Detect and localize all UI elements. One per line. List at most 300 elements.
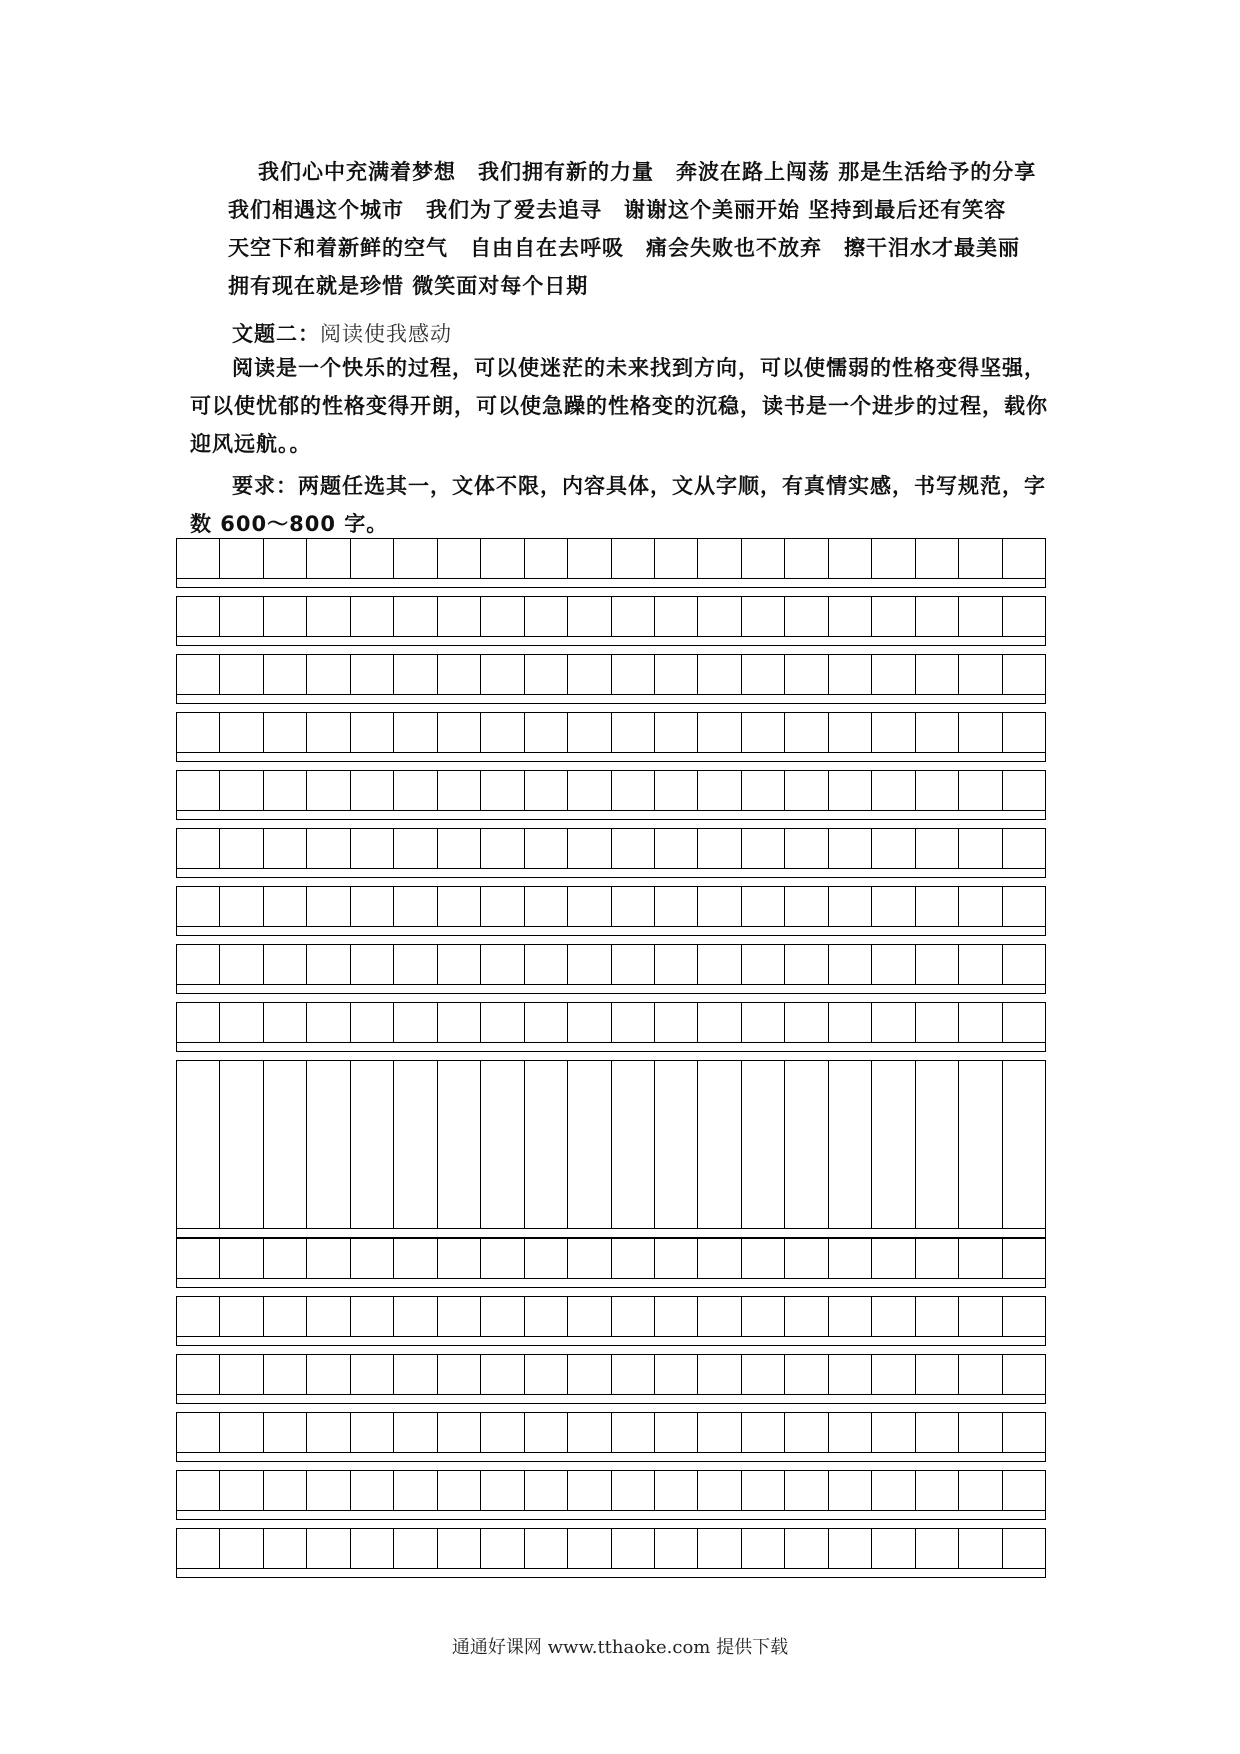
- grid-cell[interactable]: [351, 1529, 394, 1568]
- grid-cell[interactable]: [481, 1355, 524, 1394]
- grid-cell[interactable]: [220, 1061, 263, 1228]
- grid-row[interactable]: [176, 1002, 1046, 1052]
- grid-cell[interactable]: [742, 887, 785, 926]
- grid-cell[interactable]: [916, 1471, 959, 1510]
- grid-cell[interactable]: [220, 945, 263, 984]
- grid-cell[interactable]: [394, 1061, 437, 1228]
- grid-cell[interactable]: [351, 945, 394, 984]
- grid-cell[interactable]: [177, 1413, 220, 1452]
- grid-cell[interactable]: [785, 945, 828, 984]
- grid-row[interactable]: [176, 538, 1046, 588]
- grid-cell[interactable]: [916, 1239, 959, 1278]
- grid-row[interactable]: [176, 770, 1046, 820]
- grid-cell[interactable]: [351, 887, 394, 926]
- grid-cell[interactable]: [698, 829, 741, 868]
- grid-cell[interactable]: [742, 713, 785, 752]
- grid-cell[interactable]: [525, 1239, 568, 1278]
- grid-cell[interactable]: [1003, 1529, 1045, 1568]
- grid-cell[interactable]: [177, 1239, 220, 1278]
- grid-cell[interactable]: [698, 771, 741, 810]
- grid-cell[interactable]: [481, 655, 524, 694]
- grid-cell[interactable]: [959, 887, 1002, 926]
- grid-cell[interactable]: [1003, 1355, 1045, 1394]
- grid-cell[interactable]: [568, 1003, 611, 1042]
- grid-cell[interactable]: [394, 1355, 437, 1394]
- grid-cell[interactable]: [264, 887, 307, 926]
- grid-cell[interactable]: [1003, 1297, 1045, 1336]
- grid-row[interactable]: [176, 1060, 1046, 1238]
- grid-cell[interactable]: [655, 1529, 698, 1568]
- grid-cell[interactable]: [394, 1529, 437, 1568]
- grid-cell[interactable]: [220, 1003, 263, 1042]
- grid-cell[interactable]: [612, 1239, 655, 1278]
- grid-cell[interactable]: [1003, 829, 1045, 868]
- grid-cell[interactable]: [351, 539, 394, 578]
- grid-cell[interactable]: [481, 1413, 524, 1452]
- grid-cell[interactable]: [1003, 1413, 1045, 1452]
- grid-cell[interactable]: [655, 887, 698, 926]
- grid-cell[interactable]: [872, 829, 915, 868]
- grid-cell[interactable]: [220, 1529, 263, 1568]
- grid-cell[interactable]: [394, 1239, 437, 1278]
- grid-cell[interactable]: [612, 597, 655, 636]
- grid-cell[interactable]: [438, 945, 481, 984]
- grid-cell[interactable]: [481, 1061, 524, 1228]
- grid-cell[interactable]: [829, 1355, 872, 1394]
- grid-cell[interactable]: [612, 1297, 655, 1336]
- grid-cell[interactable]: [307, 1239, 350, 1278]
- grid-cell[interactable]: [655, 713, 698, 752]
- grid-cell[interactable]: [481, 887, 524, 926]
- grid-cell[interactable]: [351, 829, 394, 868]
- grid-cell[interactable]: [394, 945, 437, 984]
- grid-cell[interactable]: [220, 829, 263, 868]
- grid-cell[interactable]: [220, 1413, 263, 1452]
- grid-cell[interactable]: [264, 597, 307, 636]
- grid-cell[interactable]: [264, 1239, 307, 1278]
- grid-cell[interactable]: [916, 655, 959, 694]
- grid-cell[interactable]: [655, 539, 698, 578]
- grid-cell[interactable]: [568, 829, 611, 868]
- grid-cell[interactable]: [568, 1239, 611, 1278]
- grid-cell[interactable]: [698, 1413, 741, 1452]
- grid-cell[interactable]: [394, 655, 437, 694]
- grid-cell[interactable]: [785, 1297, 828, 1336]
- grid-row[interactable]: [176, 1296, 1046, 1346]
- grid-cell[interactable]: [220, 1297, 263, 1336]
- grid-cell[interactable]: [525, 539, 568, 578]
- grid-cell[interactable]: [307, 1413, 350, 1452]
- grid-cell[interactable]: [655, 829, 698, 868]
- grid-cell[interactable]: [264, 1413, 307, 1452]
- grid-cell[interactable]: [829, 655, 872, 694]
- grid-row[interactable]: [176, 1470, 1046, 1520]
- grid-cell[interactable]: [525, 829, 568, 868]
- grid-cell[interactable]: [351, 1061, 394, 1228]
- grid-cell[interactable]: [307, 829, 350, 868]
- grid-cell[interactable]: [872, 1529, 915, 1568]
- grid-cell[interactable]: [655, 597, 698, 636]
- grid-cell[interactable]: [785, 1529, 828, 1568]
- grid-cell[interactable]: [307, 1529, 350, 1568]
- grid-row[interactable]: [176, 1412, 1046, 1462]
- grid-cell[interactable]: [264, 829, 307, 868]
- grid-cell[interactable]: [307, 1355, 350, 1394]
- grid-cell[interactable]: [220, 1471, 263, 1510]
- grid-cell[interactable]: [351, 1413, 394, 1452]
- grid-cell[interactable]: [220, 771, 263, 810]
- grid-cell[interactable]: [307, 771, 350, 810]
- grid-cell[interactable]: [872, 887, 915, 926]
- grid-cell[interactable]: [351, 597, 394, 636]
- grid-cell[interactable]: [655, 1355, 698, 1394]
- grid-cell[interactable]: [568, 1297, 611, 1336]
- grid-cell[interactable]: [525, 1297, 568, 1336]
- grid-cell[interactable]: [438, 887, 481, 926]
- grid-cell[interactable]: [481, 539, 524, 578]
- grid-cell[interactable]: [829, 1297, 872, 1336]
- grid-cell[interactable]: [1003, 945, 1045, 984]
- grid-cell[interactable]: [481, 1239, 524, 1278]
- grid-cell[interactable]: [742, 539, 785, 578]
- grid-cell[interactable]: [872, 1413, 915, 1452]
- grid-cell[interactable]: [742, 1529, 785, 1568]
- grid-cell[interactable]: [177, 1355, 220, 1394]
- grid-cell[interactable]: [525, 945, 568, 984]
- grid-cell[interactable]: [220, 539, 263, 578]
- grid-cell[interactable]: [481, 771, 524, 810]
- grid-row[interactable]: [176, 886, 1046, 936]
- grid-cell[interactable]: [959, 1471, 1002, 1510]
- grid-cell[interactable]: [525, 1413, 568, 1452]
- grid-cell[interactable]: [525, 1003, 568, 1042]
- grid-cell[interactable]: [959, 771, 1002, 810]
- grid-cell[interactable]: [612, 1355, 655, 1394]
- grid-cell[interactable]: [307, 539, 350, 578]
- grid-cell[interactable]: [264, 1061, 307, 1228]
- grid-cell[interactable]: [220, 1239, 263, 1278]
- grid-cell[interactable]: [394, 1003, 437, 1042]
- grid-cell[interactable]: [568, 539, 611, 578]
- grid-cell[interactable]: [351, 771, 394, 810]
- grid-cell[interactable]: [307, 945, 350, 984]
- grid-cell[interactable]: [307, 1061, 350, 1228]
- grid-cell[interactable]: [785, 1471, 828, 1510]
- grid-cell[interactable]: [829, 829, 872, 868]
- grid-cell[interactable]: [655, 945, 698, 984]
- grid-cell[interactable]: [829, 1061, 872, 1228]
- grid-cell[interactable]: [525, 1529, 568, 1568]
- grid-cell[interactable]: [959, 1355, 1002, 1394]
- grid-cell[interactable]: [264, 539, 307, 578]
- grid-cell[interactable]: [916, 771, 959, 810]
- grid-cell[interactable]: [220, 655, 263, 694]
- grid-cell[interactable]: [568, 887, 611, 926]
- grid-cell[interactable]: [1003, 1471, 1045, 1510]
- grid-cell[interactable]: [438, 1529, 481, 1568]
- grid-cell[interactable]: [177, 1297, 220, 1336]
- grid-cell[interactable]: [698, 1529, 741, 1568]
- grid-cell[interactable]: [177, 1003, 220, 1042]
- grid-cell[interactable]: [655, 1297, 698, 1336]
- grid-cell[interactable]: [655, 1413, 698, 1452]
- grid-cell[interactable]: [394, 829, 437, 868]
- grid-cell[interactable]: [568, 945, 611, 984]
- grid-cell[interactable]: [959, 539, 1002, 578]
- grid-cell[interactable]: [916, 1355, 959, 1394]
- grid-cell[interactable]: [612, 829, 655, 868]
- grid-cell[interactable]: [916, 1061, 959, 1228]
- grid-cell[interactable]: [264, 1297, 307, 1336]
- grid-cell[interactable]: [916, 1413, 959, 1452]
- grid-cell[interactable]: [698, 713, 741, 752]
- grid-cell[interactable]: [307, 655, 350, 694]
- grid-cell[interactable]: [177, 539, 220, 578]
- grid-cell[interactable]: [612, 1471, 655, 1510]
- grid-cell[interactable]: [698, 655, 741, 694]
- grid-cell[interactable]: [438, 1061, 481, 1228]
- grid-cell[interactable]: [481, 829, 524, 868]
- grid-cell[interactable]: [785, 1355, 828, 1394]
- grid-cell[interactable]: [481, 1003, 524, 1042]
- grid-cell[interactable]: [264, 713, 307, 752]
- grid-cell[interactable]: [220, 713, 263, 752]
- grid-cell[interactable]: [655, 1471, 698, 1510]
- grid-cell[interactable]: [525, 713, 568, 752]
- grid-cell[interactable]: [785, 1413, 828, 1452]
- grid-cell[interactable]: [264, 945, 307, 984]
- grid-cell[interactable]: [829, 539, 872, 578]
- grid-cell[interactable]: [438, 1239, 481, 1278]
- grid-cell[interactable]: [829, 1529, 872, 1568]
- grid-cell[interactable]: [916, 887, 959, 926]
- grid-cell[interactable]: [785, 539, 828, 578]
- grid-cell[interactable]: [698, 1003, 741, 1042]
- grid-cell[interactable]: [612, 1413, 655, 1452]
- grid-cell[interactable]: [481, 1297, 524, 1336]
- grid-cell[interactable]: [394, 1471, 437, 1510]
- grid-cell[interactable]: [264, 1003, 307, 1042]
- grid-cell[interactable]: [698, 887, 741, 926]
- grid-cell[interactable]: [220, 597, 263, 636]
- grid-cell[interactable]: [307, 713, 350, 752]
- grid-cell[interactable]: [742, 1471, 785, 1510]
- grid-cell[interactable]: [916, 829, 959, 868]
- grid-cell[interactable]: [872, 713, 915, 752]
- grid-cell[interactable]: [612, 945, 655, 984]
- grid-row[interactable]: [176, 1354, 1046, 1404]
- grid-cell[interactable]: [568, 771, 611, 810]
- grid-cell[interactable]: [525, 1471, 568, 1510]
- grid-cell[interactable]: [959, 1003, 1002, 1042]
- writing-grid[interactable]: [176, 538, 1046, 1592]
- grid-cell[interactable]: [916, 1003, 959, 1042]
- grid-cell[interactable]: [394, 887, 437, 926]
- grid-cell[interactable]: [264, 1529, 307, 1568]
- grid-cell[interactable]: [177, 945, 220, 984]
- grid-cell[interactable]: [525, 1061, 568, 1228]
- grid-cell[interactable]: [307, 597, 350, 636]
- grid-cell[interactable]: [742, 829, 785, 868]
- grid-cell[interactable]: [872, 1471, 915, 1510]
- grid-cell[interactable]: [438, 539, 481, 578]
- grid-cell[interactable]: [394, 1297, 437, 1336]
- grid-cell[interactable]: [568, 1471, 611, 1510]
- grid-cell[interactable]: [829, 945, 872, 984]
- grid-cell[interactable]: [698, 1297, 741, 1336]
- grid-cell[interactable]: [1003, 771, 1045, 810]
- grid-cell[interactable]: [829, 1003, 872, 1042]
- grid-cell[interactable]: [1003, 597, 1045, 636]
- grid-cell[interactable]: [916, 597, 959, 636]
- grid-cell[interactable]: [612, 887, 655, 926]
- grid-cell[interactable]: [612, 713, 655, 752]
- grid-cell[interactable]: [742, 1355, 785, 1394]
- grid-row[interactable]: [176, 828, 1046, 878]
- grid-cell[interactable]: [655, 1003, 698, 1042]
- grid-cell[interactable]: [959, 1413, 1002, 1452]
- grid-cell[interactable]: [742, 1003, 785, 1042]
- grid-row[interactable]: [176, 596, 1046, 646]
- grid-cell[interactable]: [655, 771, 698, 810]
- grid-row[interactable]: [176, 654, 1046, 704]
- grid-cell[interactable]: [525, 597, 568, 636]
- grid-cell[interactable]: [655, 1061, 698, 1228]
- grid-cell[interactable]: [655, 1239, 698, 1278]
- grid-cell[interactable]: [568, 597, 611, 636]
- grid-cell[interactable]: [525, 887, 568, 926]
- grid-cell[interactable]: [394, 771, 437, 810]
- grid-cell[interactable]: [829, 597, 872, 636]
- grid-cell[interactable]: [872, 539, 915, 578]
- grid-cell[interactable]: [438, 829, 481, 868]
- grid-cell[interactable]: [481, 1529, 524, 1568]
- grid-cell[interactable]: [742, 945, 785, 984]
- grid-cell[interactable]: [481, 597, 524, 636]
- grid-cell[interactable]: [916, 539, 959, 578]
- grid-cell[interactable]: [959, 1529, 1002, 1568]
- grid-cell[interactable]: [351, 1471, 394, 1510]
- grid-cell[interactable]: [698, 1471, 741, 1510]
- grid-cell[interactable]: [959, 1239, 1002, 1278]
- grid-cell[interactable]: [785, 887, 828, 926]
- grid-cell[interactable]: [959, 1297, 1002, 1336]
- grid-cell[interactable]: [959, 1061, 1002, 1228]
- grid-cell[interactable]: [612, 1529, 655, 1568]
- grid-cell[interactable]: [568, 1355, 611, 1394]
- grid-row[interactable]: [176, 1238, 1046, 1288]
- grid-cell[interactable]: [872, 1355, 915, 1394]
- grid-cell[interactable]: [742, 1413, 785, 1452]
- grid-cell[interactable]: [785, 829, 828, 868]
- grid-cell[interactable]: [438, 1413, 481, 1452]
- grid-cell[interactable]: [612, 1003, 655, 1042]
- grid-cell[interactable]: [307, 1297, 350, 1336]
- grid-cell[interactable]: [829, 1413, 872, 1452]
- grid-cell[interactable]: [481, 713, 524, 752]
- grid-cell[interactable]: [568, 1413, 611, 1452]
- grid-cell[interactable]: [394, 539, 437, 578]
- grid-cell[interactable]: [872, 597, 915, 636]
- grid-cell[interactable]: [785, 597, 828, 636]
- grid-cell[interactable]: [568, 713, 611, 752]
- grid-cell[interactable]: [438, 655, 481, 694]
- grid-cell[interactable]: [698, 597, 741, 636]
- grid-cell[interactable]: [307, 1003, 350, 1042]
- grid-cell[interactable]: [1003, 713, 1045, 752]
- grid-cell[interactable]: [829, 713, 872, 752]
- grid-cell[interactable]: [742, 597, 785, 636]
- grid-cell[interactable]: [872, 655, 915, 694]
- grid-cell[interactable]: [872, 1239, 915, 1278]
- grid-cell[interactable]: [742, 1297, 785, 1336]
- grid-cell[interactable]: [916, 1529, 959, 1568]
- grid-cell[interactable]: [612, 655, 655, 694]
- grid-cell[interactable]: [785, 1003, 828, 1042]
- grid-cell[interactable]: [872, 945, 915, 984]
- grid-cell[interactable]: [438, 771, 481, 810]
- grid-cell[interactable]: [264, 1355, 307, 1394]
- grid-cell[interactable]: [351, 1003, 394, 1042]
- grid-cell[interactable]: [394, 713, 437, 752]
- grid-cell[interactable]: [220, 1355, 263, 1394]
- grid-cell[interactable]: [177, 1471, 220, 1510]
- grid-cell[interactable]: [742, 1239, 785, 1278]
- grid-cell[interactable]: [177, 829, 220, 868]
- grid-cell[interactable]: [177, 1061, 220, 1228]
- grid-cell[interactable]: [307, 1471, 350, 1510]
- grid-cell[interactable]: [220, 887, 263, 926]
- grid-cell[interactable]: [351, 1355, 394, 1394]
- grid-cell[interactable]: [351, 1297, 394, 1336]
- grid-cell[interactable]: [612, 771, 655, 810]
- grid-cell[interactable]: [698, 1061, 741, 1228]
- grid-cell[interactable]: [177, 1529, 220, 1568]
- grid-cell[interactable]: [785, 771, 828, 810]
- grid-cell[interactable]: [1003, 887, 1045, 926]
- grid-cell[interactable]: [177, 887, 220, 926]
- grid-cell[interactable]: [872, 1003, 915, 1042]
- grid-cell[interactable]: [829, 1471, 872, 1510]
- grid-cell[interactable]: [1003, 1239, 1045, 1278]
- grid-cell[interactable]: [264, 771, 307, 810]
- grid-cell[interactable]: [829, 1239, 872, 1278]
- grid-cell[interactable]: [742, 655, 785, 694]
- grid-cell[interactable]: [351, 1239, 394, 1278]
- grid-cell[interactable]: [959, 829, 1002, 868]
- grid-cell[interactable]: [394, 597, 437, 636]
- grid-cell[interactable]: [177, 655, 220, 694]
- grid-cell[interactable]: [525, 771, 568, 810]
- grid-cell[interactable]: [785, 713, 828, 752]
- grid-cell[interactable]: [481, 1471, 524, 1510]
- grid-cell[interactable]: [568, 655, 611, 694]
- grid-cell[interactable]: [916, 1297, 959, 1336]
- grid-cell[interactable]: [525, 655, 568, 694]
- grid-cell[interactable]: [438, 1003, 481, 1042]
- grid-cell[interactable]: [481, 945, 524, 984]
- grid-cell[interactable]: [438, 1471, 481, 1510]
- grid-cell[interactable]: [959, 655, 1002, 694]
- grid-cell[interactable]: [351, 713, 394, 752]
- grid-cell[interactable]: [394, 1413, 437, 1452]
- grid-cell[interactable]: [916, 945, 959, 984]
- grid-cell[interactable]: [568, 1061, 611, 1228]
- grid-cell[interactable]: [438, 597, 481, 636]
- grid-cell[interactable]: [959, 945, 1002, 984]
- grid-cell[interactable]: [872, 771, 915, 810]
- grid-cell[interactable]: [438, 1297, 481, 1336]
